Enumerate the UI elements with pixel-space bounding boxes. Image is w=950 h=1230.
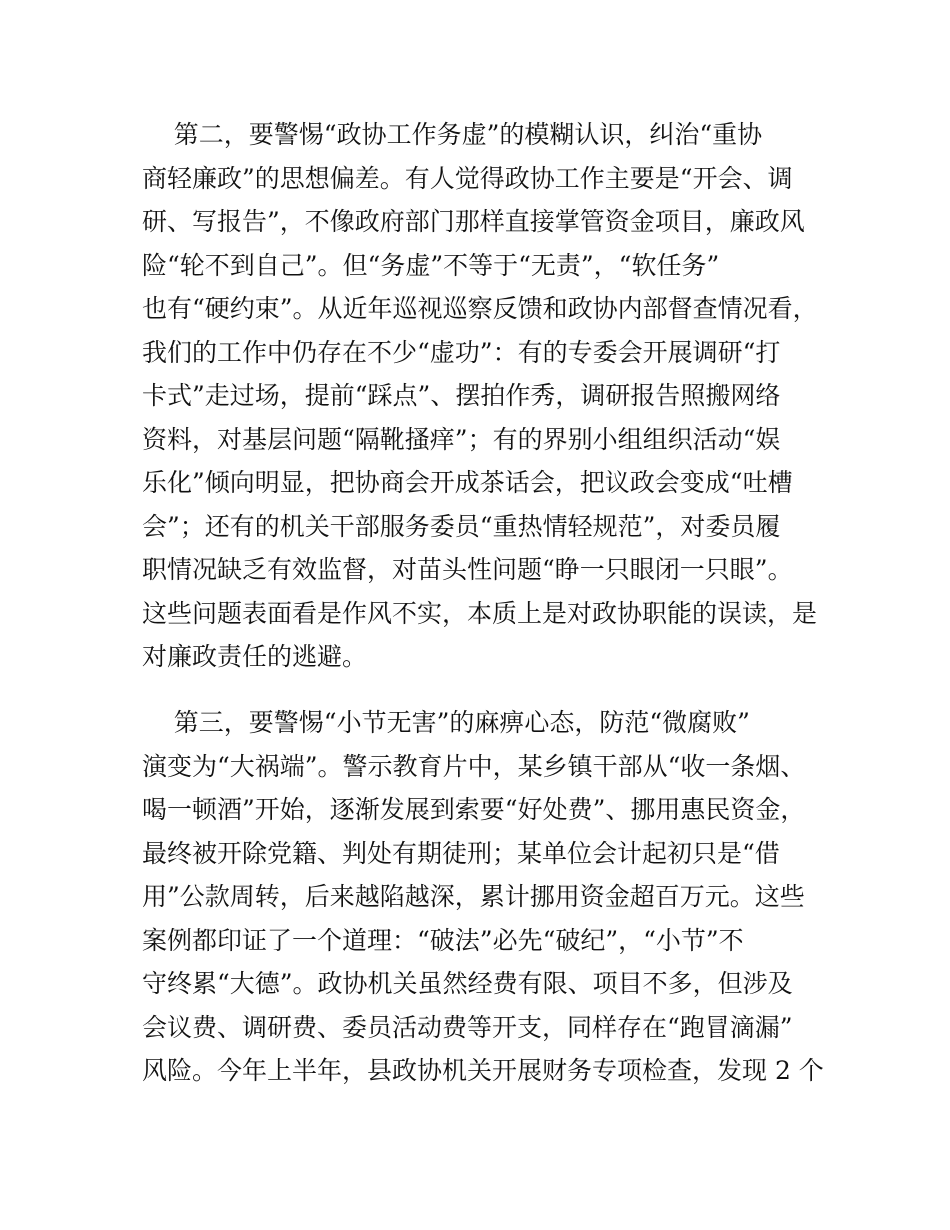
paragraph-line: 风险。今年上半年，县政协机关开展财务专项检查，发现 2 个 (142, 1056, 824, 1085)
paragraph-line: 乐化”倾向明显，把协商会开成茶话会，把议政会变成“吐槽 (142, 468, 793, 497)
paragraph-line: 第二，要警惕“政协工作务虚”的模糊认识，纠治“重协 (142, 120, 763, 149)
paragraph-line: 案例都印证了一个道理：“破法”必先“破纪”，“小节”不 (142, 925, 744, 955)
paragraph-line: 守终累“大德”。政协机关虽然经费有限、项目不多，但涉及 (142, 969, 793, 998)
paragraph-line: 喝一顿酒”开始，逐渐发展到索要“好处费”、挪用惠民资金， (142, 795, 806, 824)
paragraph-line: 我们的工作中仍存在不少“虚功”：有的专委会开展调研“打 (142, 337, 781, 367)
paragraph-line: 职情况缺乏有效监督，对苗头性问题“睁一只眼闭一只眼”。 (142, 555, 793, 584)
paragraph-line: 卡式”走过场，提前“踩点”、摆拍作秀，调研报告照搬网络 (142, 381, 781, 410)
paragraph-line: 也有“硬约束”。从近年巡视巡察反馈和政协内部督查情况看， (142, 294, 818, 323)
paragraph-line: 会议费、调研费、委员活动费等开支，同样存在“跑冒滴漏” (142, 1012, 793, 1042)
paragraph-line: 演变为“大祸端”。警示教育片中，某乡镇干部从“收一条烟、 (142, 751, 806, 781)
paragraph-line: 险“轮不到自己”。但“务虚”不等于“无责”，“软任务” (142, 250, 720, 280)
paragraph-line: 研、写报告”，不像政府部门那样直接掌管资金项目，廉政风 (142, 207, 805, 236)
paragraph-line: 这些问题表面看是作风不实，本质上是对政协职能的误读，是 (142, 598, 818, 628)
paragraph-line: 商轻廉政”的思想偏差。有人觉得政协工作主要是“开会、调 (142, 163, 793, 193)
paragraph-line: 会”；还有的机关干部服务委员“重热情轻规范”，对委员履 (142, 511, 781, 541)
paragraph-line: 资料，对基层问题“隔靴搔痒”；有的界别小组组织活动“娱 (142, 424, 781, 454)
paragraph-line: 最终被开除党籍、判处有期徒刑；某单位会计起初只是“借 (142, 838, 780, 868)
paragraph-line: 对廉政责任的逃避。 (142, 642, 368, 671)
paragraph-line: 第三，要警惕“小节无害”的麻痹心态，防范“微腐败” (142, 708, 750, 737)
paragraph-line: 用”公款周转，后来越陷越深，累计挪用资金超百万元。这些 (142, 882, 805, 911)
